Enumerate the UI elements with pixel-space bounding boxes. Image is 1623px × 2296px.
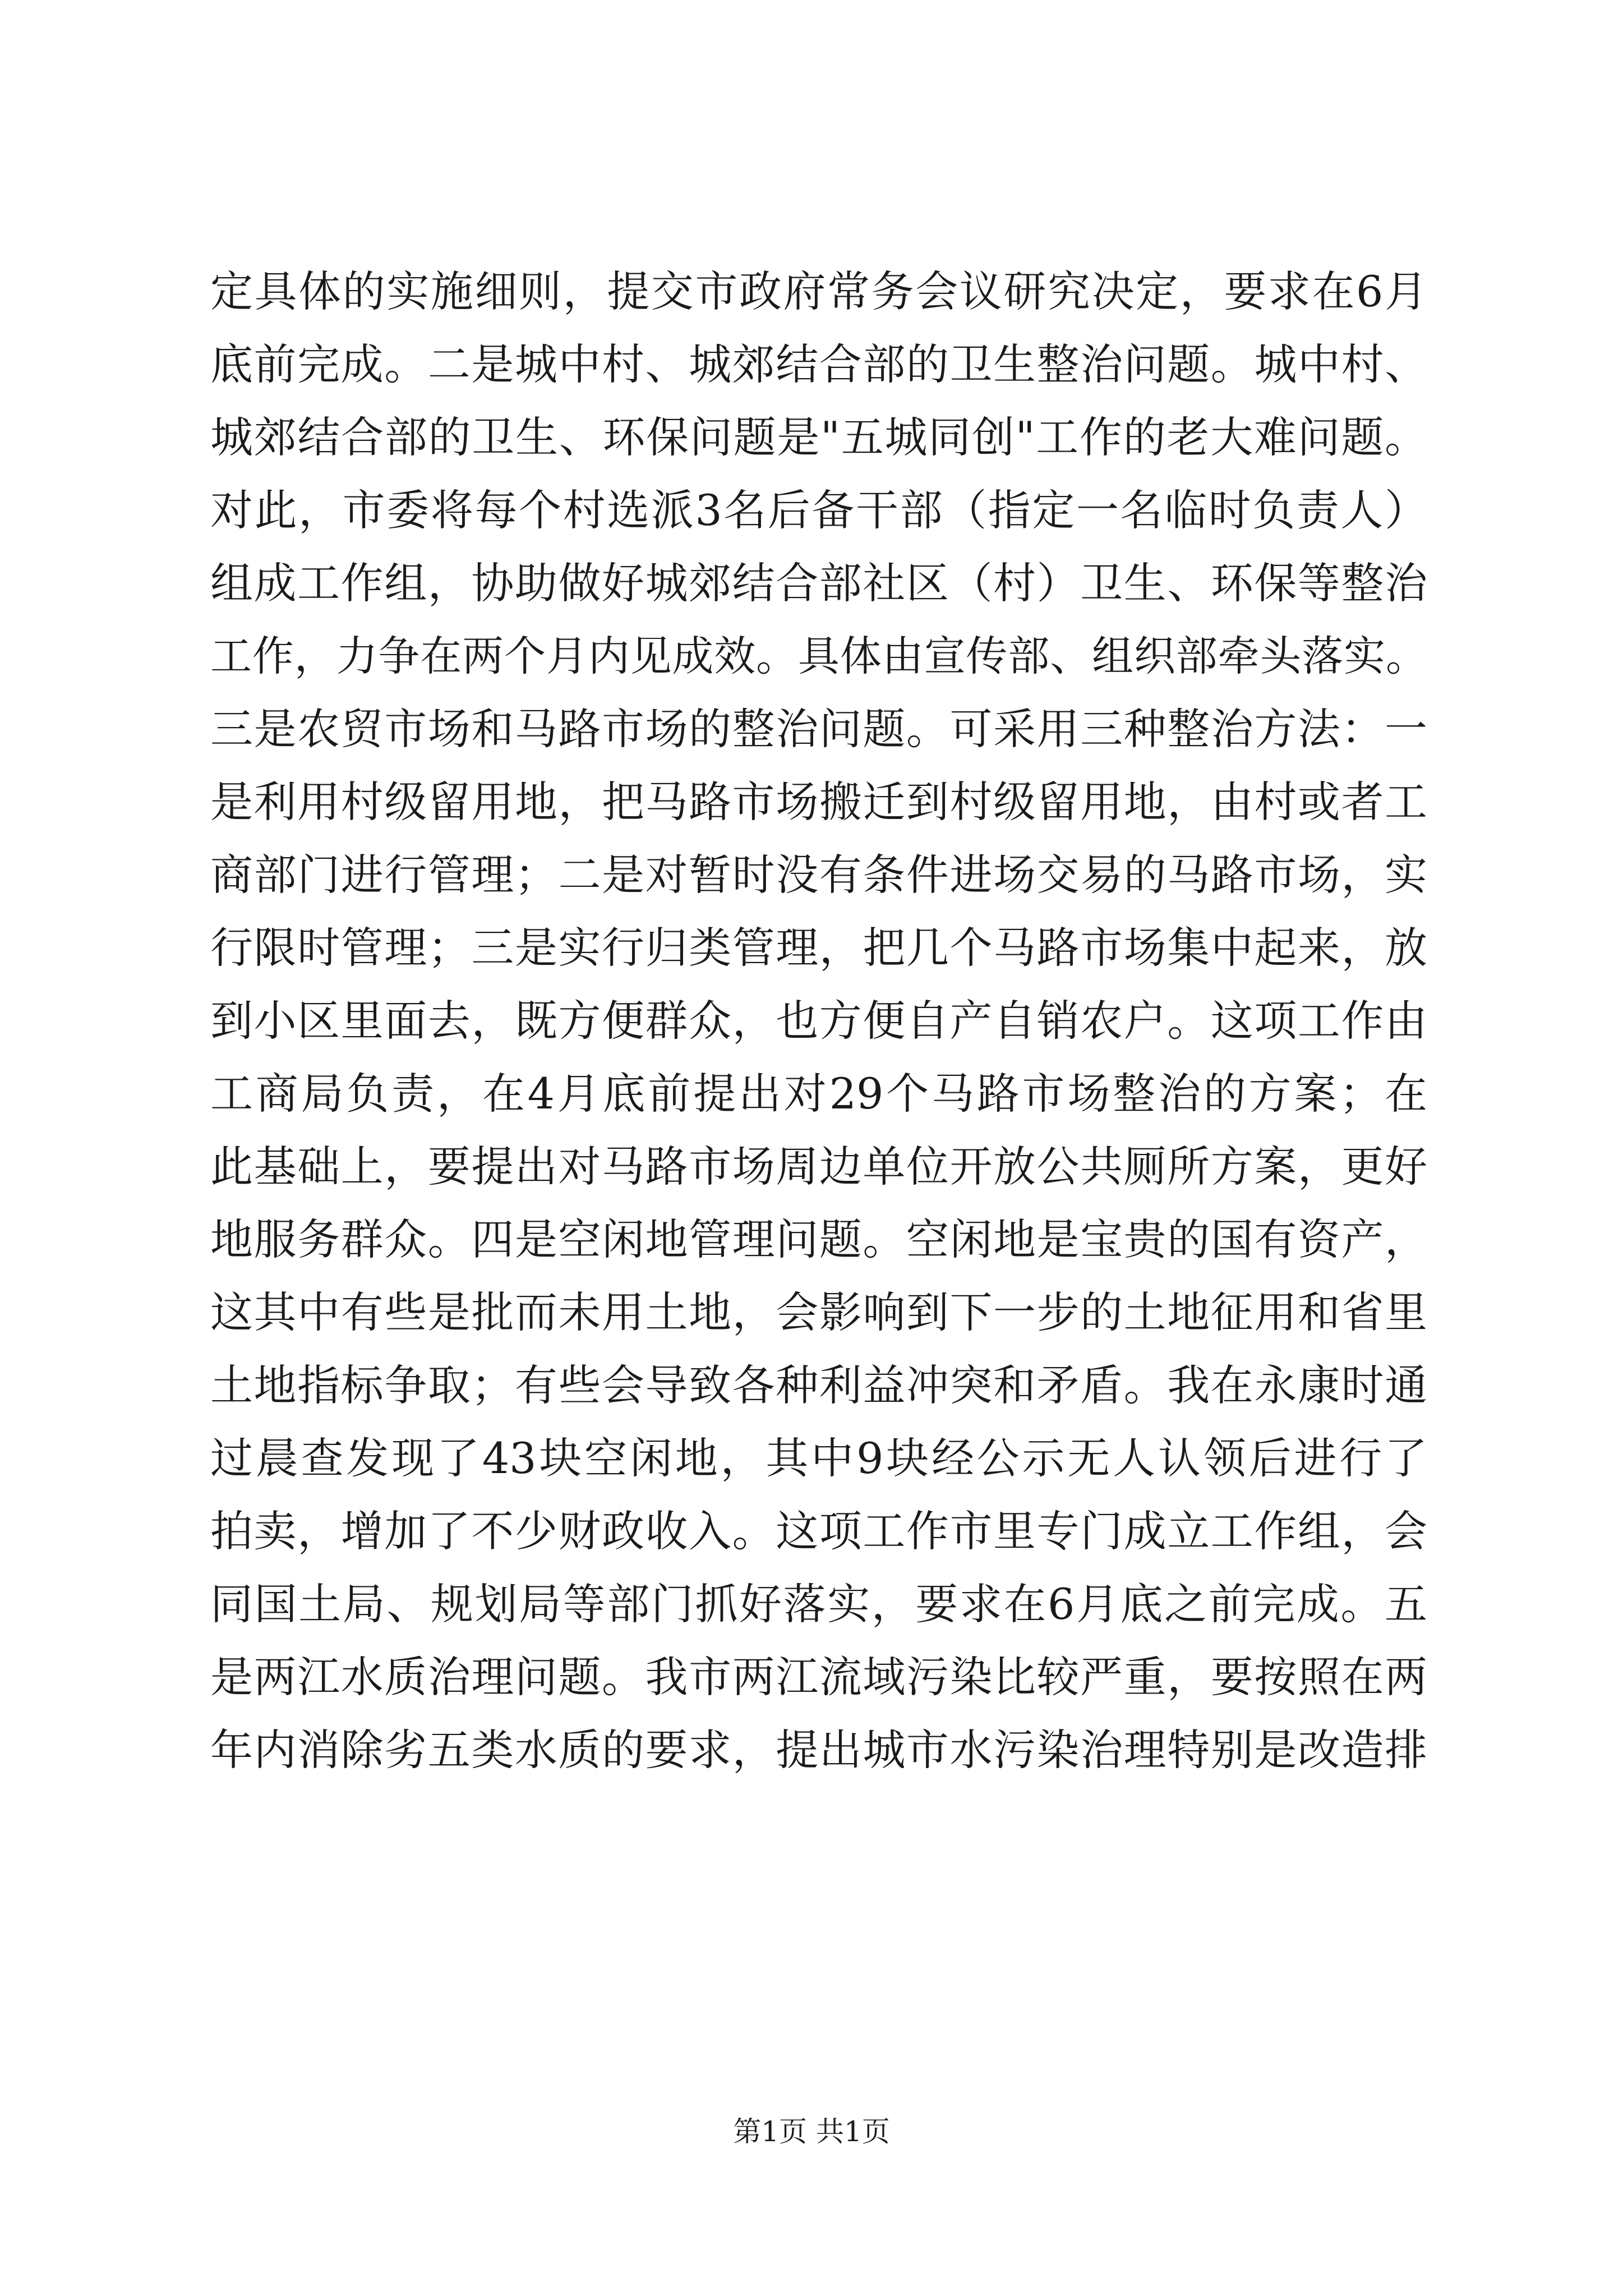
text-line: 行限时管理；三是实行归类管理，把几个马路市场集中起来，放 [210, 923, 1427, 973]
text-line: 拍卖，增加了不少财政收入。这项工作市里专门成立工作组，会 [210, 1506, 1427, 1556]
text-line: 城郊结合部的卫生、环保问题是"五城同创"工作的老大难问题。 [210, 412, 1427, 462]
text-line: 年内消除劣五类水质的要求，提出城市水污染治理特别是改造排 [210, 1725, 1427, 1775]
body-text [210, 255, 1427, 1787]
text-line: 同国土局、规划局等部门抓好落实，要求在6月底之前完成。五 [210, 1579, 1427, 1629]
text-line: 地服务群众。四是空闲地管理问题。空闲地是宝贵的国有资产， [210, 1214, 1427, 1264]
text-line: 此基础上，要提出对马路市场周边单位开放公共厕所方案，更好 [210, 1142, 1427, 1191]
text-line: 底前完成。二是城中村、城郊结合部的卫生整治问题。城中村、 [210, 339, 1427, 389]
text-line: 到小区里面去，既方便群众，也方便自产自销农户。这项工作由 [210, 996, 1427, 1046]
text-line: 定具体的实施细则，提交市政府常务会议研究决定，要求在6月 [210, 266, 1427, 316]
text-line: 过晨查发现了43块空闲地，其中9块经公示无人认领后进行了 [210, 1433, 1427, 1483]
text-line: 商部门进行管理；二是对暂时没有条件进场交易的马路市场，实 [210, 850, 1427, 900]
text-line: 工作，力争在两个月内见成效。具体由宣传部、组织部牵头落实。 [210, 632, 1427, 680]
text-line: 是利用村级留用地，把马路市场搬迁到村级留用地，由村或者工 [210, 777, 1427, 827]
page-footer: 第1页 共1页 [733, 2115, 890, 2148]
text-line: 组成工作组，协助做好城郊结合部社区（村）卫生、环保等整治 [210, 558, 1427, 608]
text-line: 这其中有些是批而未用土地，会影响到下一步的土地征用和省里 [210, 1287, 1427, 1337]
text-line: 土地指标争取；有些会导致各种利益冲突和矛盾。我在永康时通 [210, 1360, 1427, 1410]
text-line: 是两江水质治理问题。我市两江流域污染比较严重，要按照在两 [210, 1652, 1427, 1702]
text-line: 工商局负责，在4月底前提出对29个马路市场整治的方案；在 [210, 1069, 1427, 1119]
text-line: 对此，市委将每个村选派3名后备干部（指定一名临时负责人） [210, 485, 1427, 535]
text-line: 三是农贸市场和马路市场的整治问题。可采用三种整治方法：一 [210, 704, 1427, 754]
